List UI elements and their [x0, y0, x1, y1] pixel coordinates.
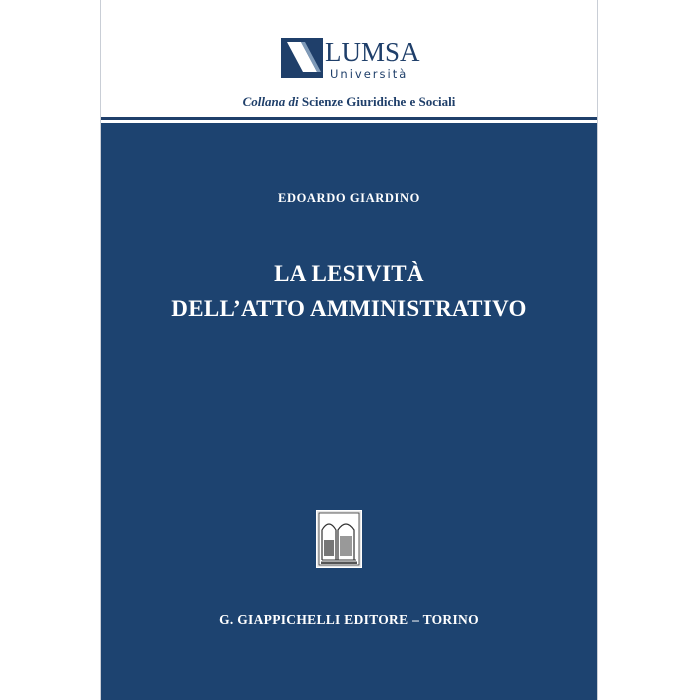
author-name: EDOARDO GIARDINO — [278, 191, 420, 205]
series-name: Scienze Giuridiche e Sociali — [301, 94, 456, 109]
series-prefix: Collana di — [242, 94, 299, 109]
book-cover — [100, 0, 598, 700]
giappichelli-emblem-icon — [316, 510, 362, 568]
lumsa-logo-icon — [281, 38, 327, 84]
book-title — [101, 256, 597, 326]
header-divider — [101, 117, 597, 120]
title-line-1: LA LESIVITÀ — [274, 261, 424, 286]
logo-subtitle: Università — [330, 67, 409, 81]
publisher-name: G. GIAPPICHELLI EDITORE – TORINO — [219, 612, 479, 627]
lumsa-logo — [281, 38, 421, 88]
series-title — [101, 94, 597, 110]
cover-header — [101, 0, 597, 118]
title-line-2: DELL’ATTO AMMINISTRATIVO — [171, 296, 527, 321]
cover-body — [101, 123, 597, 700]
logo-wordmark: LUMSA — [325, 37, 420, 67]
